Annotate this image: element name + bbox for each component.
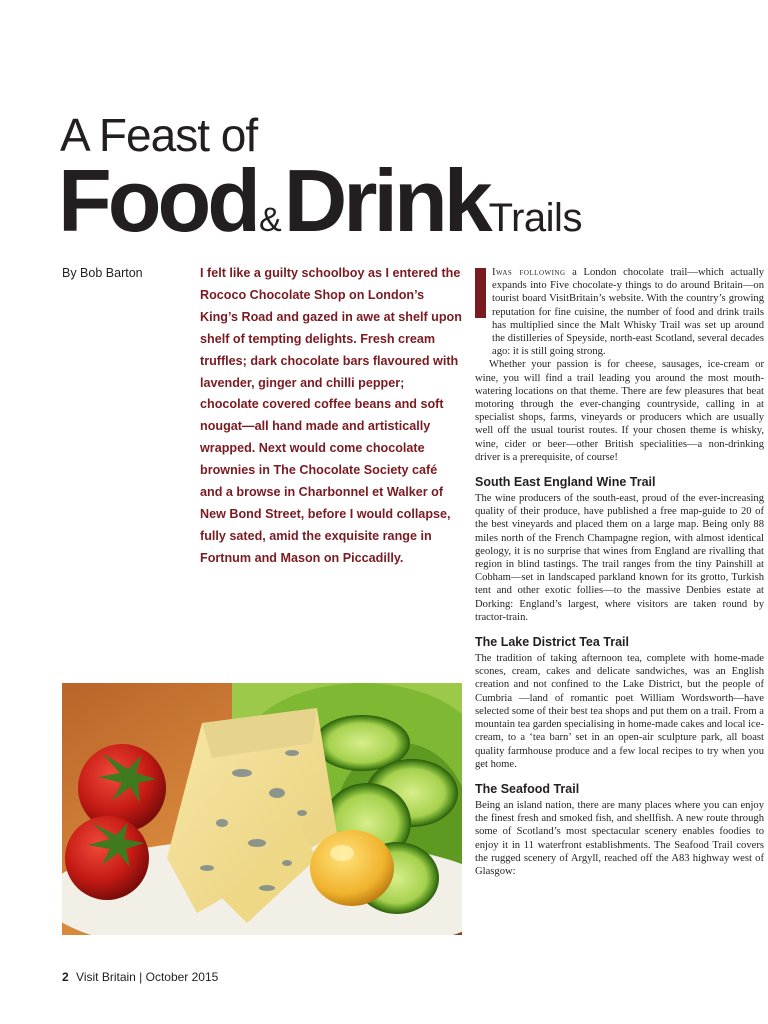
heading-wine-trail: South East England Wine Trail [475,475,656,490]
intro-paragraph: I felt like a guilty schoolboy as I entered the Rococo Chocolate Shop on London’s King’s Road and gazed in awe at shelf upon shelf of tempting delights. Fresh cream truffles; dark chocolate bars flavoured with lavender, ginger and chilli pepper; chocolate covered coffee beans and soft nougat—all hand made and artistically wrapped. Next would come chocolate brownies in The Chocolate Society café and a browse in Charbonnel et Walker of New Bond Street, before I would collapse, fully sated, amid the exquisite range in Fortnum and Mason on Piccadilly. [200,266,462,565]
paragraph-4: The tradition of taking afternoon tea, complete with home-made scones, cream, cakes and delicate sandwiches, was an English creation and not confined to the Lake District, but the people of Cumbria —land of romantic poet William Wordsworth—have selected some of their best tea shops and put them on a trail. From a mountain tea garden specialising in home-made cakes and local ice-cream, to a ‘tea barn’ set in an open-air sculpture park, all boast quality farmhouse produce and a few local recipes to try when you get home. [475,653,764,770]
title-food: Food [58,151,258,250]
paragraph-2: Whether your passion is for cheese, sausages, ice-cream or wine, you will find a trail leading you around the most mouth-watering locations on that theme. There are few pleasures that beat motoring through the ever-changing countryside, calling in at specialist shops, farms, vineyards or producers which are usually well off the usual tourist routes. If your chosen theme is whisky, wine, cider or beer—other British specialities—a non-drinking driver is a prerequisite, of course! [475,359,764,463]
footer-publication: Visit Britain | October 2015 [76,970,219,984]
drop-cap-letter: I [492,267,497,278]
page-number: 2 [62,970,69,984]
paragraph-3: The wine producers of the south-east, proud of the ever-increasing quality of their produce, have published a free map-guide to 20 of the best vineyards and placed them on a large map. Being only 88 miles north of the French Champagne region, with almost identical geology, it is no surprise that wines from England are rivalling that region in blind tastings. The trail ranges from the tiny Painshill at Cobham—set in landscaped parkland known for its grotto, Turkish tent and other exotic follies—to the massive Denbies estate at Dorking: England’s largest, where visitors are taken round by tractor-train. [475,493,764,623]
title-drink: Drink [283,151,489,250]
page-footer [62,970,218,984]
article-column [475,266,764,878]
lead-in-smallcaps: was following [496,267,566,278]
paragraph-1-text: a London chocolate trail—which actually expands into Five chocolate-y things to do around Britain—on tourist board VisitBritain’s website. With the country’s growing reputation for fine cuisine, the number of food and drink trails has multiplied since the Malt Whisky Trail was set up around the distilleries of Speyside, north-east Scotland, several decades ago: it is still going strong. [492,267,765,358]
heading-tea-trail: The Lake District Tea Trail [475,635,629,650]
drop-cap-bar [475,268,486,318]
title-line-1: A Feast of [60,109,258,161]
byline: By Bob Barton [62,266,143,280]
paragraph-5: Being an island nation, there are many places where you can enjoy the finest fresh and smoked fish, and shellfish. A new route through some of Scotland’s most spectacular scenery enables foodies to enjoy it in 11 waterfront establishments. The Seafood Trail covers the rugged scenery of Argyll, reached off the A83 highway west of Glasgow: [475,799,764,877]
paragraph-1 [492,266,764,358]
first-paragraph [475,266,764,358]
heading-seafood-trail: The Seafood Trail [475,781,580,796]
title-line-2 [58,150,582,252]
title-ampersand: & [259,201,282,239]
food-photo [62,683,462,935]
title-trails: Trails [488,196,582,240]
